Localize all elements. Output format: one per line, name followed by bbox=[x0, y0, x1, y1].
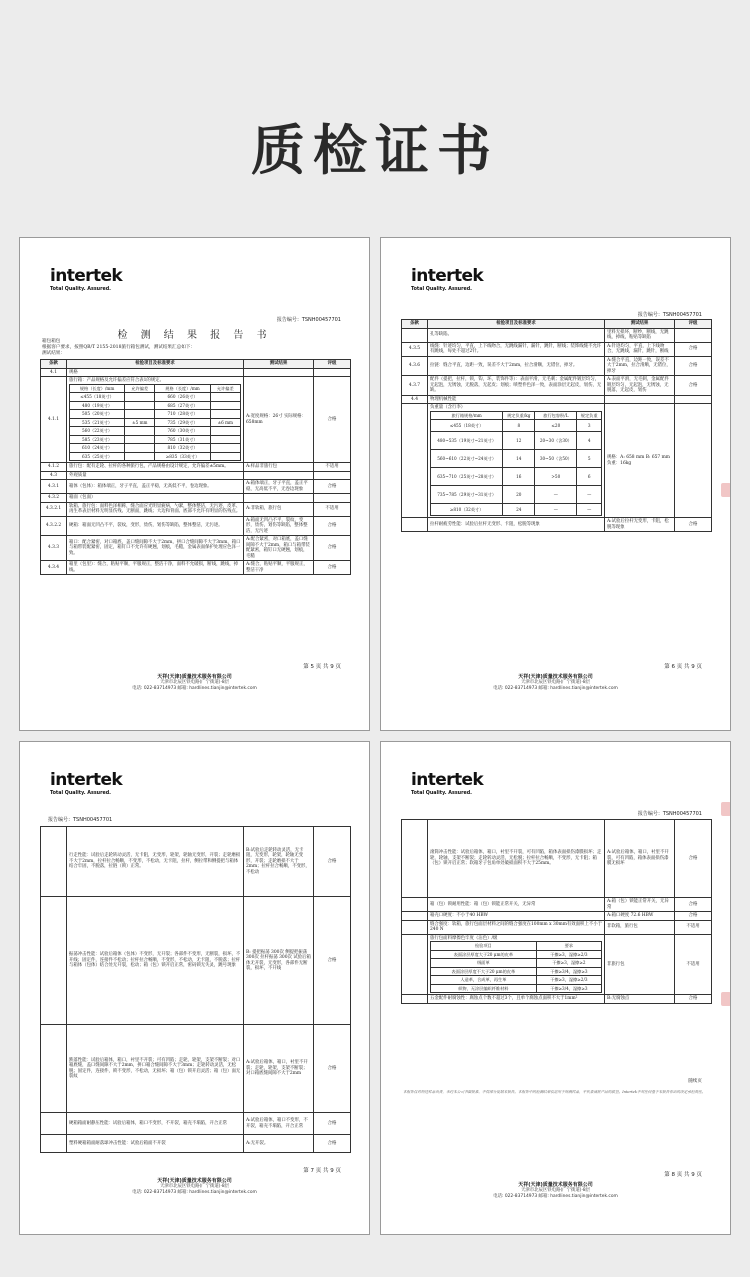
table-cell: 4.3.2 bbox=[41, 494, 67, 503]
table-cell: 软箱、旅行包：面料色泽相称，缝合面应光明显疵病，勺紧，整体整洁，无污迹，皮革、再生革表层材料无明显伤残、无断面，跳线；大边和背面、底部不允许有明显的伤残点。 bbox=[67, 502, 244, 516]
table-cell: 合格 bbox=[314, 516, 351, 536]
table-row bbox=[41, 516, 351, 536]
table-cell: 合格 bbox=[675, 898, 712, 912]
table-cell: 4.3.6 bbox=[402, 356, 428, 376]
table-cell: 合格 bbox=[314, 1025, 351, 1113]
table-cell bbox=[125, 393, 155, 402]
table-cell bbox=[41, 897, 67, 1025]
table-cell: 合格 bbox=[314, 827, 351, 897]
table-cell bbox=[41, 1135, 67, 1153]
report-page-6 bbox=[380, 237, 731, 731]
table-cell: 表面涂层厚度大于20 μm的皮革 bbox=[431, 950, 537, 959]
col-header: 检验项目及标准要求 bbox=[67, 360, 244, 369]
table-row bbox=[41, 1135, 351, 1153]
table-cell: 绒面革 bbox=[431, 959, 537, 968]
table-row bbox=[402, 356, 712, 376]
table-cell: A:宽度规格：26寸 实际规格：658mm bbox=[244, 377, 314, 463]
table-cell: 孔等缺陷。 bbox=[428, 328, 605, 342]
seal-stamp bbox=[721, 802, 731, 816]
table-cell: 规格：A: 658 mm B: 657 mm 负重：16kg bbox=[605, 404, 675, 518]
table-cell: 干擦≥3/4，湿擦≥3 bbox=[536, 967, 601, 976]
table-cell: 线缝：针迹均匀，平直，上下线吻合，无跳线漏针，漏针，跳针，断线；装饰线缝不允许有跳线，每处不超过2针。 bbox=[428, 342, 605, 356]
table-row bbox=[402, 404, 712, 518]
table-cell: 跌落性能：试验后箱体，箱口，衬里不开裂；可有凹陷；走轮，轮架，支架不断裂；对口箱底缝，盖口缝间隙不大于2mm，拼口箱合缝间隙不大于3mm；走轮转动灵活，无松脱；固定件，连接件，锁不变形，不松动，无损坏；箱（包）锁开启灵活；箱（包）面无裂纹 bbox=[67, 1025, 244, 1113]
table-cell: A:非软箱，旅行包 bbox=[244, 502, 314, 516]
table-cell: 合格 bbox=[314, 1135, 351, 1153]
table-cell bbox=[210, 401, 240, 410]
brand-name: intertek bbox=[50, 266, 123, 286]
row-item: 负重量（含行李） bbox=[430, 405, 466, 410]
table-cell bbox=[41, 827, 67, 897]
brand-tagline: Total Quality. Assured. bbox=[50, 791, 111, 796]
results-table bbox=[40, 359, 351, 575]
table-cell: 4.3.1 bbox=[41, 480, 67, 494]
table-cell: 4.3.2.1 bbox=[41, 502, 67, 516]
table-cell: 硬箱箱面耐静压性能：试验后箱体，箱口不变形，不开裂，箱壳不塌陷，开合正常 bbox=[67, 1113, 244, 1135]
table-cell: 4.3.5 bbox=[402, 342, 428, 356]
table-cell: A:无开裂。 bbox=[244, 1135, 314, 1153]
page-number: 第 6 页 共 9 页 bbox=[664, 664, 702, 670]
table-cell: 干擦≥3，湿擦≥2 bbox=[536, 959, 601, 968]
table-cell: 4.3.3 bbox=[41, 536, 67, 561]
table-cell: 20~30（含30） bbox=[535, 432, 577, 450]
table-cell bbox=[210, 410, 240, 419]
table-cell bbox=[210, 427, 240, 436]
table-cell: 箱（包）锁耐用性能：箱（包）锁能正常开关，无异常 bbox=[428, 898, 605, 912]
table-cell: 人造革，合成革，再生革 bbox=[431, 976, 537, 985]
end-note: 随续页 bbox=[688, 1079, 702, 1084]
page-heading: 质检证书 bbox=[251, 119, 499, 182]
brand-tagline: Total Quality. Assured. bbox=[411, 287, 472, 292]
report-page-5 bbox=[19, 237, 370, 731]
table-cell: — bbox=[577, 504, 602, 516]
table-cell: 合格 bbox=[675, 356, 712, 376]
table-cell bbox=[402, 820, 428, 898]
table-cell: 合格 bbox=[675, 342, 712, 356]
page-number: 第 5 页 共 9 页 bbox=[303, 664, 341, 670]
table-cell bbox=[428, 934, 605, 995]
note-line: 箱包箱包 bbox=[42, 339, 61, 344]
table-cell: 箱壳口硬度：不小于40 HBW bbox=[428, 912, 605, 921]
report-number: 报告编号：TSNH00457701 bbox=[637, 811, 702, 817]
seal-stamp bbox=[721, 483, 731, 497]
table-row bbox=[402, 518, 712, 532]
table-cell: A:表面平滑，无毛刺，金属配件镀层均匀，无起泡，无锈蚀，无脱落，无起皮，划伤 bbox=[605, 376, 675, 396]
page-footer bbox=[20, 1178, 369, 1196]
table-cell: 非旅行包 bbox=[605, 934, 675, 995]
table-cell: 合格 bbox=[675, 376, 712, 396]
footer-address: 天津市北辰区铁电路(广宁街道)·8层 bbox=[520, 1188, 591, 1193]
table-cell: 810（32英寸） bbox=[155, 444, 210, 453]
table-cell: 塑料硬箱箱面耐落球冲击性能：试验后箱面不开裂 bbox=[67, 1135, 244, 1153]
table-cell: 合格 bbox=[675, 820, 712, 898]
table-cell bbox=[402, 920, 428, 934]
table-cell bbox=[244, 471, 314, 480]
table-cell: 4.1.2 bbox=[41, 463, 67, 472]
table-cell bbox=[210, 452, 240, 461]
table-cell: 760（30英寸） bbox=[155, 427, 210, 436]
table-cell bbox=[125, 401, 155, 410]
table-cell: 610（24英寸） bbox=[70, 444, 125, 453]
table-cell bbox=[675, 395, 712, 404]
results-table bbox=[401, 819, 712, 1004]
table-cell: 735（29英寸） bbox=[155, 418, 210, 427]
seal-stamp bbox=[721, 992, 731, 1006]
footer-company: 天祥(天津)质量技术服务有限公司 bbox=[518, 1182, 593, 1188]
table-cell bbox=[402, 912, 428, 921]
note-line: 根据客户要求，按照QB/T 2155-2018旅行箱包测试，测试结果汇总如下： bbox=[42, 345, 195, 350]
table-cell bbox=[402, 328, 428, 342]
table-cell bbox=[402, 934, 428, 995]
table-row bbox=[41, 1113, 351, 1135]
table-row bbox=[41, 502, 351, 516]
table-cell: 535（21英寸） bbox=[70, 418, 125, 427]
size-table bbox=[69, 384, 241, 462]
table-cell bbox=[314, 494, 351, 503]
table-row bbox=[402, 920, 712, 934]
table-cell: ≥835（33英寸） bbox=[155, 452, 210, 461]
table-cell: 635~710（25英寸~28英寸） bbox=[431, 468, 503, 486]
table-cell: 12 bbox=[503, 432, 535, 450]
table-cell: — bbox=[577, 486, 602, 504]
table-cell: 4 bbox=[577, 432, 602, 450]
table-cell: A:箱口硬度 72.6 HBW bbox=[605, 912, 675, 921]
table-cell: 不适用 bbox=[675, 934, 712, 995]
table-cell: 6 bbox=[577, 468, 602, 486]
table-cell: 5 bbox=[577, 450, 602, 468]
footer-company: 天祥(天津)质量技术服务有限公司 bbox=[518, 674, 593, 680]
table-cell: 规格 bbox=[67, 368, 244, 377]
table-cell: 不适用 bbox=[314, 502, 351, 516]
table-cell: 物理机械性能 bbox=[428, 395, 605, 404]
brand-name: intertek bbox=[411, 770, 484, 790]
table-cell: 五金配件耐腐蚀性：腐蚀点个数不超过3个，且单个腐蚀点面积不大于1mm² bbox=[428, 995, 605, 1004]
table-cell: ±6 mm bbox=[210, 418, 240, 427]
table-cell bbox=[210, 393, 240, 402]
col-header: 评级 bbox=[314, 360, 351, 369]
table-cell: ±5 mm bbox=[125, 418, 155, 427]
table-cell: 不适用 bbox=[675, 920, 712, 934]
table-cell: 振荡冲击性能：试验后箱体（包体）不变形，无开裂；各部件不变形，无断裂，损坏，不开线；固定件，连接件不松动；拉杆拉合畅顺，不变形，不松动，无卡阻，不脱落；拉杆与箱体（包体）结合处无开裂，松动；箱（包）锁开启正常，密码锁无失灵，跳号现象 bbox=[67, 897, 244, 1025]
table-cell bbox=[402, 404, 428, 518]
table-cell: 635（25英寸） bbox=[70, 452, 125, 461]
col-header: 条款 bbox=[402, 320, 428, 329]
table-row bbox=[402, 376, 712, 396]
col-header: 条款 bbox=[41, 360, 67, 369]
table-row bbox=[41, 536, 351, 561]
table-cell: 旅行包容积/L bbox=[535, 411, 577, 420]
table-row bbox=[402, 328, 712, 342]
table-cell: ≤455（18英寸） bbox=[431, 420, 503, 432]
report-number: 报告编号：TSNH00457701 bbox=[276, 317, 341, 323]
table-cell bbox=[125, 452, 155, 461]
table-cell bbox=[125, 435, 155, 444]
table-cell bbox=[67, 377, 244, 463]
table-cell: 外观质量 bbox=[67, 471, 244, 480]
table-row bbox=[402, 898, 712, 912]
report-page-8 bbox=[380, 741, 731, 1235]
table-cell bbox=[41, 1025, 67, 1113]
table-cell: 不适用 bbox=[314, 463, 351, 472]
page-footer bbox=[381, 674, 730, 692]
table-cell bbox=[402, 518, 428, 532]
table-cell: 规格（长度）/mm bbox=[155, 384, 210, 393]
table-cell: 拉杆耐疲劳性能：试验后拉杆无变形、卡阻，松脱等现象 bbox=[428, 518, 605, 532]
report-number: 报告编号：TSNH00457701 bbox=[637, 312, 702, 318]
table-cell: 735~785（29英寸~31英寸） bbox=[431, 486, 503, 504]
table-cell: 16 bbox=[503, 468, 535, 486]
table-cell: A:针迹均匀，平直，上下线吻合，无跳线，漏针，跳针，断线 bbox=[605, 342, 675, 356]
footer-contact: 电话: 022-83714973 邮箱: hardlines.tianjin@intertek.com bbox=[493, 686, 618, 691]
table-cell: 旅行箱规格/mm bbox=[431, 411, 503, 420]
table-row bbox=[402, 820, 712, 898]
table-cell: 箱体（包体）：箱体端正，牙子平直，盖正平稳，无高低不平，卷边现象。 bbox=[67, 480, 244, 494]
table-cell: 表面涂层厚度不大于20 μm的皮革 bbox=[431, 967, 537, 976]
table-row bbox=[41, 897, 351, 1025]
footer-address: 天津市北辰区铁电路(广宁街道)·8层 bbox=[159, 680, 230, 685]
footer-contact: 电话: 022-83714973 邮箱: hardlines.tianjin@intertek.com bbox=[132, 1190, 257, 1195]
footer-address: 天津市北辰区铁电路(广宁街道)·8层 bbox=[159, 1184, 230, 1189]
table-cell bbox=[210, 435, 240, 444]
table-row bbox=[41, 827, 351, 897]
footer-company: 天祥(天津)质量技术服务有限公司 bbox=[157, 1178, 232, 1184]
table-cell: 4.1 bbox=[41, 368, 67, 377]
col-header: 测试结果 bbox=[244, 360, 314, 369]
table-cell: 合格 bbox=[675, 912, 712, 921]
table-cell: 505（20英寸） bbox=[70, 410, 125, 419]
page-footer bbox=[20, 674, 369, 692]
table-cell: 硬箱：箱面无凹凸不平，裂纹，变形，烫伤，划伤等缺陷，整体整洁，无污迹。 bbox=[67, 516, 244, 536]
footer-company: 天祥(天津)质量技术服务有限公司 bbox=[157, 674, 232, 680]
table-cell: 3 bbox=[577, 420, 602, 432]
table-cell: — bbox=[535, 486, 577, 504]
table-cell: 干擦≥3/4，湿擦≥3 bbox=[536, 984, 601, 993]
brand-name: intertek bbox=[50, 770, 123, 790]
table-cell: 箱口：配合紧密，对口箱底，盖口缝间隙不大于2mm，拼口合缝间隙不大于3mm，箱口与箱带装配紧密，固定，箱钉口不允许有硬翘，划痕，毛糙，金属表面保护处理应色泽一致。 bbox=[67, 536, 244, 561]
table-cell: — bbox=[535, 504, 577, 516]
table-cell: 660（26英寸） bbox=[155, 393, 210, 402]
footer-contact: 电话: 022-83714973 邮箱: hardlines.tianjin@intertek.com bbox=[132, 686, 257, 691]
table-row bbox=[41, 471, 351, 480]
table-cell bbox=[125, 427, 155, 436]
table-cell: 合格 bbox=[675, 995, 712, 1004]
table-cell: 4.3 bbox=[41, 471, 67, 480]
table-cell bbox=[402, 898, 428, 912]
table-cell: 4.3.7 bbox=[402, 376, 428, 396]
table-cell: 480（19英寸） bbox=[70, 401, 125, 410]
report-page-7 bbox=[19, 741, 370, 1235]
table-cell: A:箱（包）锁能正常开关，无异常 bbox=[605, 898, 675, 912]
table-cell: 24 bbox=[503, 504, 535, 516]
row-item: 旅行包面料摩擦色牢度（沾色）/级 bbox=[430, 935, 498, 941]
table-cell: A:试验后箱体，箱口，衬里不开裂；走轮，轮架，支架不断裂；对口箱底缝间隙不大于2mm bbox=[244, 1025, 314, 1113]
table-cell bbox=[244, 494, 314, 503]
note-line: 测试结果： bbox=[42, 351, 65, 356]
table-cell bbox=[402, 995, 428, 1004]
page-footer bbox=[381, 1182, 730, 1200]
table-cell: 合格 bbox=[314, 480, 351, 494]
table-cell: 非软箱，旅行包 bbox=[605, 920, 675, 934]
table-row bbox=[41, 480, 351, 494]
table-row bbox=[41, 463, 351, 472]
doc-title: 检 测 结 果 报 告 书 bbox=[117, 330, 272, 341]
row-item: 旅行箱：产品规格及允许偏差应符合表1的规定。 bbox=[69, 378, 164, 383]
intertek-logo bbox=[411, 268, 483, 292]
table-cell bbox=[675, 328, 712, 342]
fastness-table bbox=[430, 941, 602, 993]
table-cell: A:箱面无凹凸不平，裂纹，变形，烫伤，划伤等缺陷，整体整洁，无污迹 bbox=[244, 516, 314, 536]
table-cell: 480~535（19英寸~21英寸） bbox=[431, 432, 503, 450]
table-cell: 规定负重 bbox=[577, 411, 602, 420]
table-cell: 干擦≥3，湿擦≥2/3 bbox=[536, 950, 601, 959]
table-row bbox=[41, 368, 351, 377]
col-header: 评级 bbox=[675, 320, 712, 329]
table-cell: 规格（长度）/mm bbox=[70, 384, 125, 393]
table-cell: 箱里（包里）：缝合，粘贴平顺，平服规正，整洁干净，面料不允破损，断线，跳线，掉线。 bbox=[67, 561, 244, 575]
table-row bbox=[402, 934, 712, 995]
brand-tagline: Total Quality. Assured. bbox=[50, 287, 111, 292]
disclaimer: 本报告仅对所送样品负责，未经本公司书面批准，不得部分复制本报告。本报告中的检测结果仅适用于所测样品，不代表该批产品的质量。Intertek不对任何基于本报告作出的决定承担责任。 bbox=[403, 1090, 706, 1094]
table-cell: A:配合紧密，对口箱底，盖口缝间隙不大于2mm，箱口与箱带装配紧密，箱钉口无硬翘，划痕，毛糙 bbox=[244, 536, 314, 561]
table-row bbox=[41, 377, 351, 463]
table-row bbox=[41, 1025, 351, 1113]
table-cell: ≤455（18英寸） bbox=[70, 393, 125, 402]
table-cell bbox=[675, 404, 712, 518]
table-cell: 合格 bbox=[314, 897, 351, 1025]
table-cell: 滚筒冲击性能：试验后箱体，箱口，衬里不开裂，可有凹陷，箱体表面损伤漆膜损坏；走轮，轮轴，支架不断裂；走轮转动灵活，无松脱；拉杆拉合畅顺，不变形，无卡阻；箱（包）锁开启正常；软箱牙子包角单处破损面积不大于25mm。 bbox=[428, 820, 605, 898]
table-cell: 30~50（含50） bbox=[535, 450, 577, 468]
table-cell: 785（31英寸） bbox=[155, 435, 210, 444]
table-cell: B: 提把振荡 300次 侧提把振荡 300次 拉杆振荡 300次 试验后箱体无开裂，无变形，各部件无断裂，损坏，不开线 bbox=[244, 897, 314, 1025]
intertek-logo bbox=[50, 268, 122, 292]
table-cell: 里料无损坏，断纱，断线，无跳线，掉线，粘贴等缺陷 bbox=[605, 328, 675, 342]
results-table bbox=[401, 319, 712, 532]
table-cell bbox=[314, 368, 351, 377]
table-cell: 缝合强度：软箱，旅行包面层材料之间的缝合强度在100mm x 30mm有效面积上不小于240 N bbox=[428, 920, 605, 934]
table-cell: 合格 bbox=[314, 377, 351, 463]
table-cell: 检验项目 bbox=[431, 942, 537, 951]
table-cell: 干擦≥3，湿擦≥2/3 bbox=[536, 976, 601, 985]
table-cell bbox=[125, 410, 155, 419]
table-cell: 要求 bbox=[536, 942, 601, 951]
table-cell: 4.1.1 bbox=[41, 377, 67, 463]
intertek-logo bbox=[411, 772, 483, 796]
table-cell: 560（22英寸） bbox=[70, 427, 125, 436]
table-cell bbox=[605, 395, 675, 404]
table-cell: A:缝合平直，边距一致，误差不大于2mm，拉合滑顺，无错位，掉牙 bbox=[605, 356, 675, 376]
table-row bbox=[402, 342, 712, 356]
table-row bbox=[402, 912, 712, 921]
table-row bbox=[41, 494, 351, 503]
table-cell: 允许偏差 bbox=[125, 384, 155, 393]
table-cell: A:缝合，粘贴平顺，平服规正，整洁干净 bbox=[244, 561, 314, 575]
table-row bbox=[402, 395, 712, 404]
table-cell: 4.4 bbox=[402, 395, 428, 404]
table-cell: 旅行包：配有走轮、拉杆的各种旅行包，产品规格由设计规定，允许偏差±5mm。 bbox=[67, 463, 244, 472]
table-cell: A:箱体端正，牙子平直，盖正平稳，无高低不平，无卷边现象 bbox=[244, 480, 314, 494]
table-cell: 685（27英寸） bbox=[155, 401, 210, 410]
table-cell: 织物，无涂层编织纤维材料 bbox=[431, 984, 537, 993]
table-cell: A:样品非旅行包 bbox=[244, 463, 314, 472]
table-row bbox=[41, 561, 351, 575]
table-cell: A:试验后箱体，箱口，衬里不开裂，可有凹陷，箱体表面损伤漆膜无损坏 bbox=[605, 820, 675, 898]
table-row bbox=[402, 995, 712, 1004]
table-cell: 箱面（包面） bbox=[67, 494, 244, 503]
table-cell bbox=[210, 444, 240, 453]
table-cell: 允许偏差 bbox=[210, 384, 240, 393]
table-cell: 710（28英寸） bbox=[155, 410, 210, 419]
table-cell: 配件（提把，拉杆，锁，钩，环，装饰件等）：表面平滑，无毛刺；金属配件镀层均匀，无起泡，无锈蚀，无脱落，无起皮；划痕；喷塑件色泽一致，表面涂层无起皮，划伤，无缺。 bbox=[428, 376, 605, 396]
table-cell: ≤20 bbox=[535, 420, 577, 432]
table-cell: 规定负重/kg bbox=[503, 411, 535, 420]
page-number: 第 8 页 共 9 页 bbox=[664, 1172, 702, 1178]
table-cell: 合格 bbox=[314, 536, 351, 561]
table-cell: 560~610（22英寸~24英寸） bbox=[431, 450, 503, 468]
table-cell: B:试验后走轮转动灵活，无卡阻，无变形，轮架，轮轴无变形，开裂；走轮磨损不大于2mm；拉杆拉合畅顺，不变形，不松动 bbox=[244, 827, 314, 897]
table-cell bbox=[125, 444, 155, 453]
table-cell: >50 bbox=[535, 468, 577, 486]
brand-tagline: Total Quality. Assured. bbox=[411, 791, 472, 796]
table-cell: 合格 bbox=[675, 518, 712, 532]
brand-name: intertek bbox=[411, 266, 484, 286]
col-header: 检验项目及标准要求 bbox=[428, 320, 605, 329]
footer-contact: 电话: 022-83714973 邮箱: hardlines.tianjin@intertek.com bbox=[493, 1194, 618, 1199]
table-cell: 14 bbox=[503, 450, 535, 468]
table-cell: B:无腐蚀点 bbox=[605, 995, 675, 1004]
col-header: 测试结果 bbox=[605, 320, 675, 329]
table-cell: 合格 bbox=[314, 1113, 351, 1135]
table-cell: 8 bbox=[503, 420, 535, 432]
page-number: 第 7 页 共 9 页 bbox=[303, 1168, 341, 1174]
load-table bbox=[430, 411, 602, 517]
table-cell bbox=[244, 368, 314, 377]
table-cell: 行走性能：试验后走轮转动灵活，无卡阻，无变形，轮架，轮轴无变形，开裂；走轮磨损不大于2mm，拉杆拉合畅顺，不变形，不松动，无卡阻，拉杆，侧拉带和侧提把与箱体结合牢固，不脱落，拉链（锁）正常。 bbox=[67, 827, 244, 897]
table-cell: ≥810（32英寸） bbox=[431, 504, 503, 516]
table-cell bbox=[314, 471, 351, 480]
table-cell: A:试验后箱体，箱口不变形，不开裂，箱壳不塌陷，开合正常 bbox=[244, 1113, 314, 1135]
table-cell: 合格 bbox=[314, 561, 351, 575]
table-cell: A:试验后拉杆无变形，卡阻，松脱等现象 bbox=[605, 518, 675, 532]
report-number: 报告编号：TSNH00457701 bbox=[48, 817, 113, 823]
footer-address: 天津市北辰区铁电路(广宁街道)·8层 bbox=[520, 680, 591, 685]
table-cell: 4.3.4 bbox=[41, 561, 67, 575]
table-cell bbox=[41, 1113, 67, 1135]
intertek-logo bbox=[50, 772, 122, 796]
table-cell: 4.3.2.2 bbox=[41, 516, 67, 536]
results-table bbox=[40, 826, 351, 1153]
table-cell: 20 bbox=[503, 486, 535, 504]
table-cell bbox=[428, 404, 605, 518]
table-cell: 585（23英寸） bbox=[70, 435, 125, 444]
table-cell: 拉链：缝合平直，边距一致，误差不大于2mm，拉合滑顺，无错位，掉牙。 bbox=[428, 356, 605, 376]
